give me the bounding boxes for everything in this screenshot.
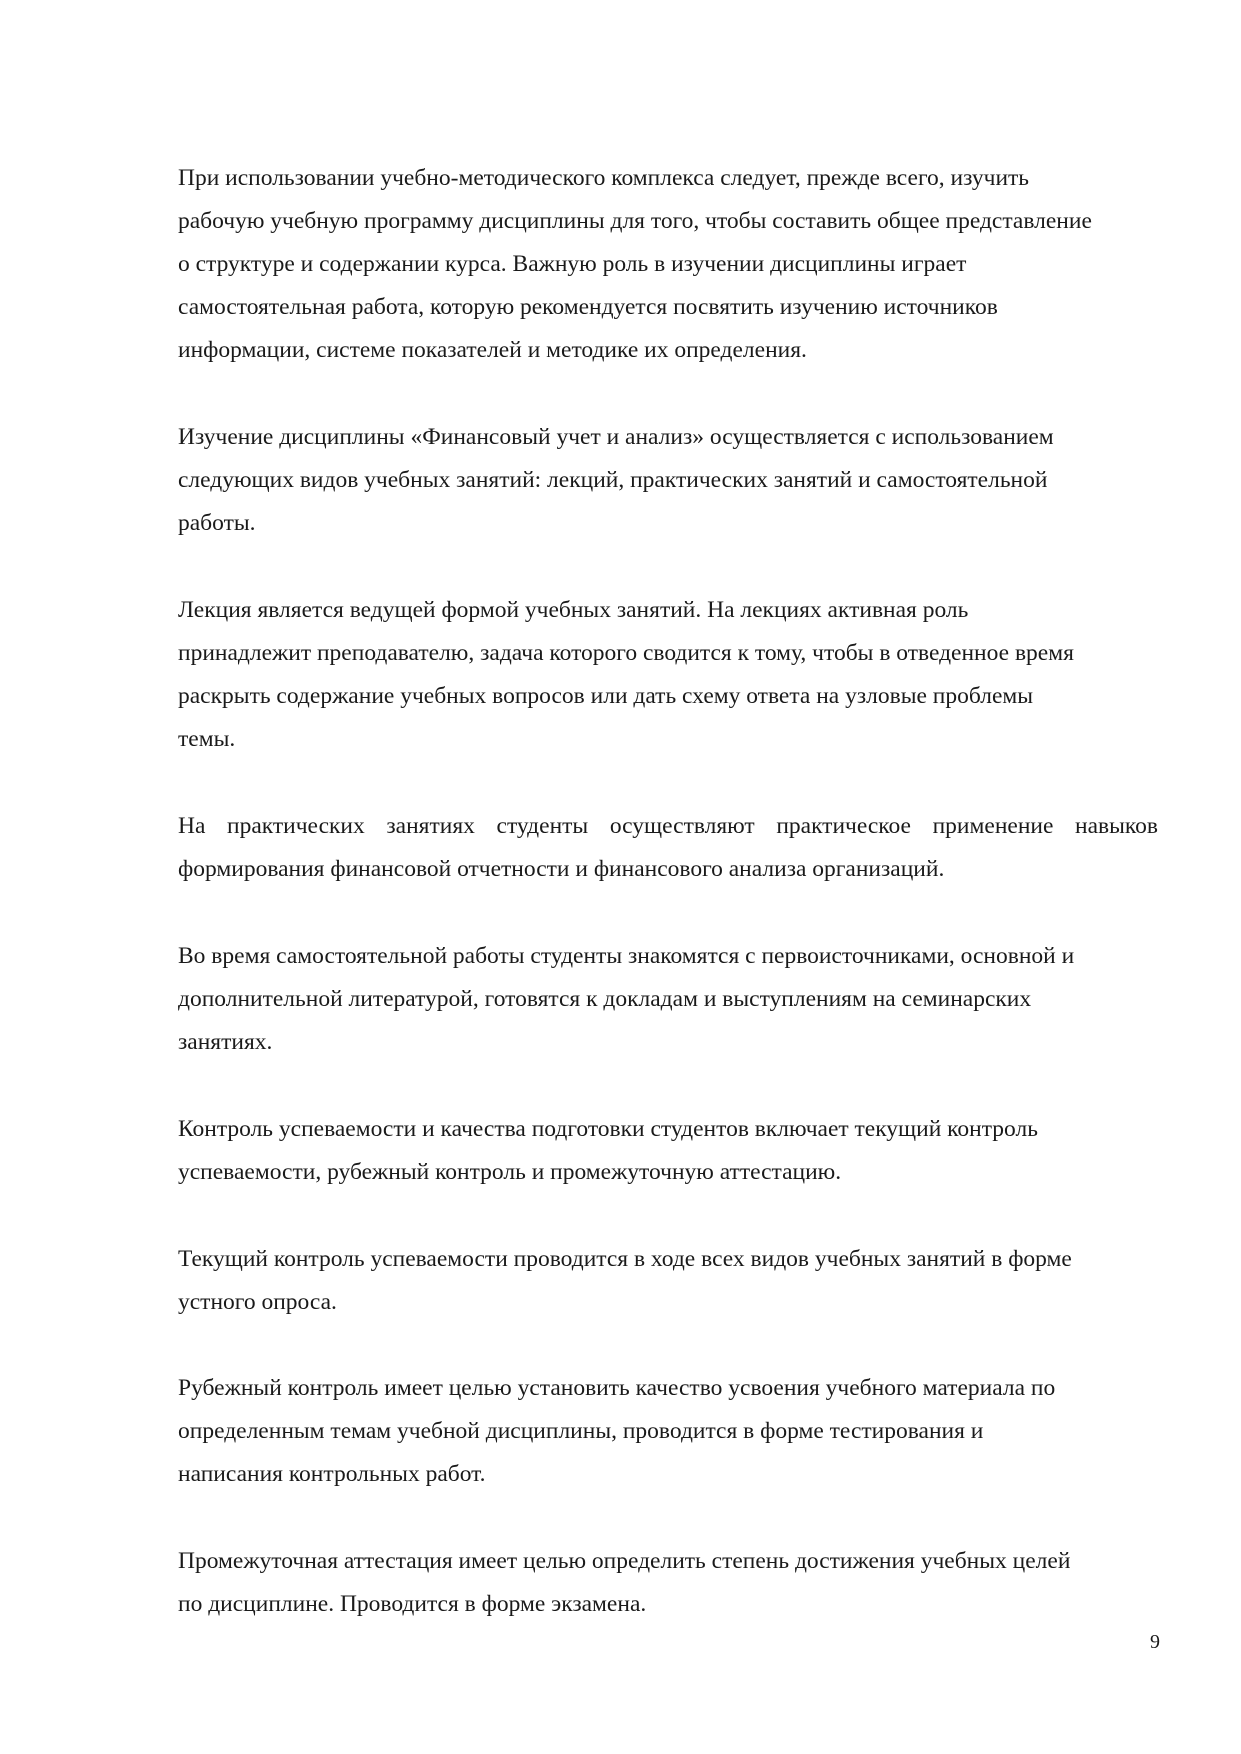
paragraph-line-justified (178, 805, 1158, 848)
paragraph-line: рабочую учебную программу дисциплины для того, чтобы составить общее представление (178, 208, 1092, 234)
paragraph-line: При использовании учебно-методического комплекса следует, прежде всего, изучить (178, 165, 1030, 191)
justified-word: осуществляют (609, 813, 755, 839)
paragraph-intermediate-attestation (178, 1540, 1158, 1626)
justified-word: применение (932, 813, 1054, 839)
paragraph-line: по дисциплине. Проводится в форме экзамена. (178, 1591, 647, 1617)
paragraph-line: информации, системе показателей и методике их определения. (178, 337, 807, 363)
paragraph-line: устного опроса. (178, 1289, 337, 1315)
paragraph-line: Во время самостоятельной работы студенты знакомятся с первоисточниками, основной и (178, 943, 1075, 969)
paragraph-line: Промежуточная аттестация имеет целью определить степень достижения учебных целей (178, 1548, 1071, 1574)
paragraph-current-control (178, 1238, 1158, 1324)
paragraph-line: Лекция является ведущей формой учебных занятий. На лекциях активная роль (178, 597, 969, 623)
paragraph-line: принадлежит преподавателю, задача которого сводится к тому, чтобы в отведенное время (178, 640, 1074, 666)
paragraph-line: Рубежный контроль имеет целью установить качество усвоения учебного материала по (178, 1375, 1056, 1401)
paragraph-line: работы. (178, 510, 256, 536)
paragraph-line: самостоятельная работа, которую рекомендуется посвятить изучению источников (178, 294, 998, 320)
paragraph-line: Контроль успеваемости и качества подготовки студентов включает текущий контроль (178, 1116, 1038, 1142)
justified-word: На (178, 813, 206, 839)
paragraph-line: написания контрольных работ. (178, 1461, 486, 1487)
justified-word: студенты (496, 813, 589, 839)
paragraph-line: о структуре и содержании курса. Важную роль в изучении дисциплины играет (178, 251, 967, 277)
paragraph-line: успеваемости, рубежный контроль и промежуточную аттестацию. (178, 1159, 842, 1185)
paragraph-line: раскрыть содержание учебных вопросов или дать схему ответа на узловые проблемы (178, 683, 1034, 709)
paragraph-umk-usage (178, 157, 1158, 372)
paragraph-lecture (178, 589, 1158, 761)
paragraph-milestone-control (178, 1367, 1158, 1496)
justified-word: занятиях (386, 813, 475, 839)
paragraph-study-forms (178, 416, 1158, 545)
page-number: 9 (1150, 1631, 1160, 1653)
paragraph-line: следующих видов учебных занятий: лекций, практических занятий и самостоятельной (178, 467, 1048, 493)
paragraph-independent-work (178, 935, 1158, 1064)
justified-word: практических (227, 813, 365, 839)
paragraph-line: темы. (178, 726, 236, 752)
justified-word: практическое (776, 813, 911, 839)
paragraph-line: определенным темам учебной дисциплины, проводится в форме тестирования и (178, 1418, 984, 1444)
paragraph-line: дополнительной литературой, готовятся к докладам и выступлениям на семинарских (178, 986, 1032, 1012)
paragraph-line: Изучение дисциплины «Финансовый учет и анализ» осуществляется с использованием (178, 424, 1054, 450)
paragraph-line: формирования финансовой отчетности и финансового анализа организаций. (178, 856, 945, 882)
paragraph-control (178, 1108, 1158, 1194)
paragraph-line: занятиях. (178, 1029, 273, 1055)
paragraph-line: Текущий контроль успеваемости проводится в ходе всех видов учебных занятий в форме (178, 1246, 1072, 1272)
justified-word: навыков (1075, 813, 1158, 839)
paragraph-practical (178, 805, 1158, 891)
